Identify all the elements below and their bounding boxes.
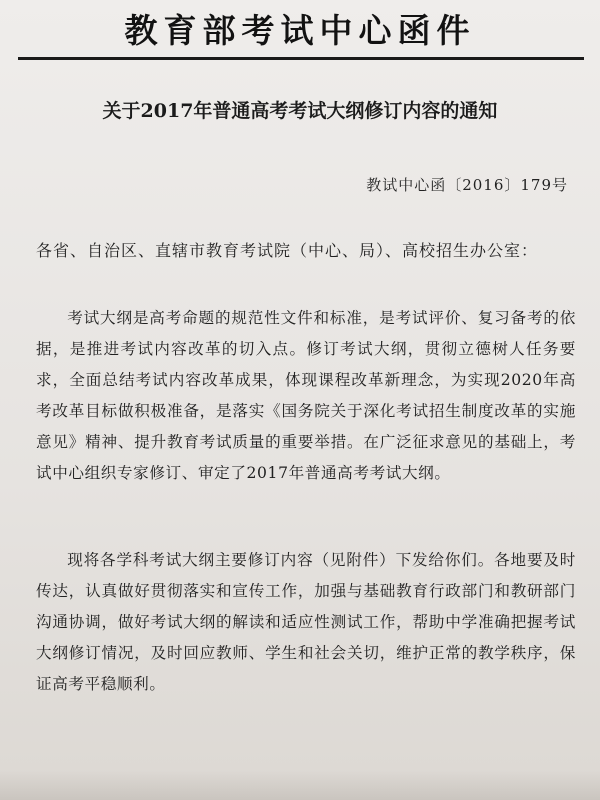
paper-shadow (0, 770, 600, 800)
body-paragraph-1: 考试大纲是高考命题的规范性文件和标准，是考试评价、复习备考的依据，是推进考试内容改革的切入点。修订考试大纲，贯彻立德树人任务要求，全面总结考试内容改革成果，体现课程改革新理念，为实现2020年高考改革目标做积极准备，是落实《国务院关于深化考试招生制度改革的实施意见》精神、提升教育考试质量的重要举措。在广泛征求意见的基础上，考试中心组织专家修订、审定了2017年普通高考考试大纲。 (36, 309, 576, 482)
letterhead-rule (18, 57, 584, 60)
document-number: 教试中心函〔2016〕179号 (366, 176, 568, 194)
salutation: 各省、自治区、直辖市教育考试院（中心、局）、高校招生办公室： (36, 241, 539, 260)
notice-title: 关于2017年普通高考考试大纲修订内容的通知 (102, 100, 498, 122)
body-paragraph-2: 现将各学科考试大纲主要修订内容（见附件）下发给你们。各地要及时传达，认真做好贯彻落实和宣传工作，加强与基础教育行政部门和教研部门沟通协调，做好考试大纲的解读和适应性测试工作，帮助中学准确把握考试大纲修订情况，及时回应教师、学生和社会关切，维护正常的教学秩序，保证高考平稳顺利。 (36, 551, 576, 693)
letterhead-title: 教育部考试中心函件 (124, 11, 476, 50)
